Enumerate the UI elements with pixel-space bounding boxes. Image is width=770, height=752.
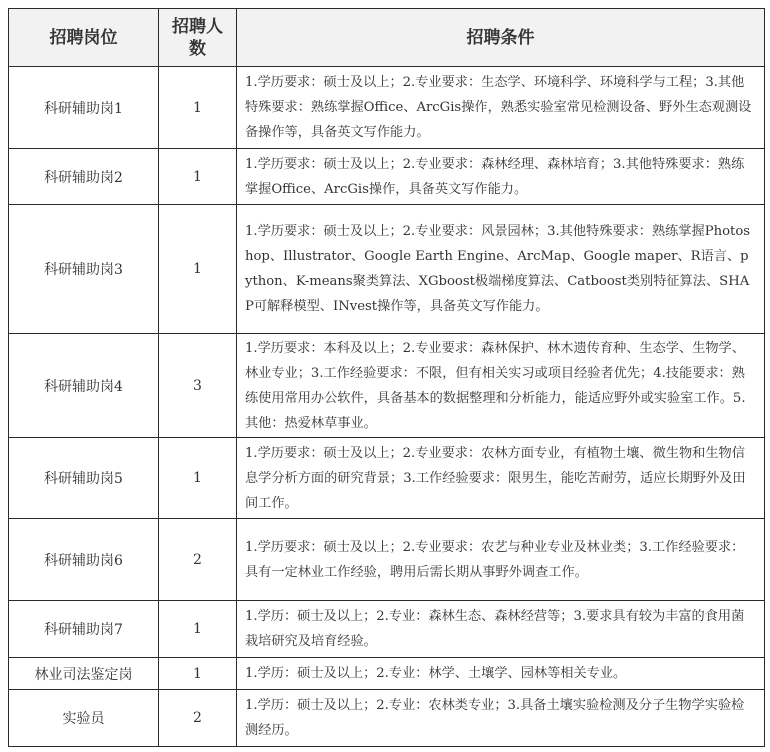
conditions-cell: 1.学历：硕士及以上；2.专业：森林生态、森林经营等；3.要求具有较为丰富的食用菌栽培研究及培育经验。 — [237, 601, 765, 658]
conditions-cell: 1.学历：硕士及以上；2.专业：农林类专业；3.具备土壤实验检测及分子生物学实验检测经历。 — [237, 690, 765, 747]
table-row — [9, 519, 765, 601]
conditions-cell: 1.学历：硕士及以上；2.专业：林学、土壤学、园林等相关专业。 — [237, 658, 765, 690]
header-conditions: 招聘条件 — [237, 9, 765, 67]
position-cell: 林业司法鉴定岗 — [9, 658, 159, 690]
count-cell: 1 — [159, 601, 237, 658]
table-row — [9, 690, 765, 747]
table-row — [9, 334, 765, 438]
count-cell: 2 — [159, 519, 237, 601]
conditions-cell: 1.学历要求：硕士及以上；2.专业要求：森林经理、森林培育；3.其他特殊要求：熟练掌握Office、ArcGis操作，具备英文写作能力。 — [237, 149, 765, 205]
table-row — [9, 149, 765, 205]
position-cell: 科研辅助岗3 — [9, 205, 159, 334]
table-row — [9, 658, 765, 690]
table-row — [9, 67, 765, 149]
table-row — [9, 601, 765, 658]
count-cell: 3 — [159, 334, 237, 438]
position-cell: 科研辅助岗4 — [9, 334, 159, 438]
table-row — [9, 205, 765, 334]
position-cell: 科研辅助岗5 — [9, 438, 159, 519]
table-header-row — [9, 9, 765, 67]
count-cell: 1 — [159, 67, 237, 149]
position-cell: 科研辅助岗2 — [9, 149, 159, 205]
count-cell: 1 — [159, 438, 237, 519]
recruitment-table — [8, 8, 765, 747]
header-count-label: 招聘人数 — [172, 16, 223, 59]
count-cell: 2 — [159, 690, 237, 747]
conditions-cell: 1.学历要求：硕士及以上；2.专业要求：风景园林；3.其他特殊要求：熟练掌握Photoshop、Illustrator、Google Earth Engine、ArcMap、Google maper、R语言、python、K-means聚类算法、XGboost极端梯度算法、Catboost类别特征算法、SHAP可解释模型、INvest操作等，具备英文写作能力。 — [237, 205, 765, 334]
header-count — [159, 9, 237, 67]
position-cell: 科研辅助岗6 — [9, 519, 159, 601]
position-cell: 科研辅助岗1 — [9, 67, 159, 149]
count-cell: 1 — [159, 149, 237, 205]
conditions-cell: 1.学历要求：硕士及以上；2.专业要求：农艺与种业专业及林业类；3.工作经验要求：具有一定林业工作经验，聘用后需长期从事野外调查工作。 — [237, 519, 765, 601]
position-cell: 科研辅助岗7 — [9, 601, 159, 658]
conditions-cell: 1.学历要求：硕士及以上；2.专业要求：农林方面专业，有植物土壤、微生物和生物信息学分析方面的研究背景；3.工作经验要求：限男生，能吃苦耐劳，适应长期野外及田间工作。 — [237, 438, 765, 519]
count-cell: 1 — [159, 205, 237, 334]
conditions-cell: 1.学历要求：本科及以上；2.专业要求：森林保护、林木遗传育种、生态学、生物学、林业专业；3.工作经验要求：不限，但有相关实习或项目经验者优先；4.技能要求：熟练使用常用办公软件，具备基本的数据整理和分析能力，能适应野外或实验室工作。5.其他：热爱林草事业。 — [237, 334, 765, 438]
conditions-cell: 1.学历要求：硕士及以上；2.专业要求：生态学、环境科学、环境科学与工程；3.其他特殊要求：熟练掌握Office、ArcGis操作，熟悉实验室常见检测设备、野外生态观测设备操作等，具备英文写作能力。 — [237, 67, 765, 149]
position-cell: 实验员 — [9, 690, 159, 747]
table-row — [9, 438, 765, 519]
count-cell: 1 — [159, 658, 237, 690]
header-position: 招聘岗位 — [9, 9, 159, 67]
